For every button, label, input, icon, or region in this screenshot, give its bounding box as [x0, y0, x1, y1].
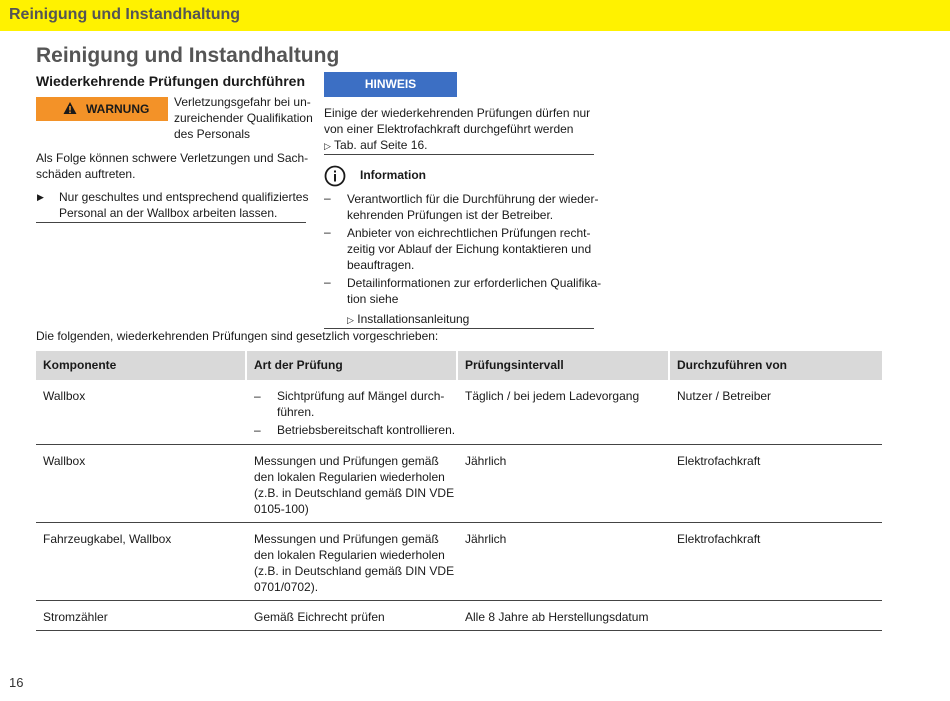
pruefung-line: 0701/0702).: [254, 580, 319, 594]
information-item-line: Verantwortlich für die Durchführung der wieder-: [347, 192, 599, 206]
pruefung-item: [254, 388, 455, 420]
notice-label-box: [324, 72, 457, 97]
header-bar-title: Reinigung und Instandhaltung: [9, 6, 241, 23]
info-circle-icon: [324, 165, 346, 187]
consequence-line: Als Folge können schwere Verletzungen und Sach-: [36, 151, 309, 165]
dash-mark: –: [324, 191, 331, 205]
warning-description: [174, 94, 313, 142]
warning-description-line: Verletzungsgefahr bei un-: [174, 95, 311, 109]
table-row: [36, 601, 882, 631]
notice-line: Einige der wiederkehrenden Prüfungen dürfen nur: [324, 106, 591, 120]
pruefung-line: Betriebsbereitschaft kontrollieren.: [277, 423, 456, 437]
column-header: Prüfungsintervall: [458, 351, 670, 380]
pruefung-line: Messungen und Prüfungen gemäß: [254, 454, 439, 468]
information-reference-text: Installationsanleitung: [357, 312, 470, 326]
table-row: [36, 523, 882, 601]
cell-pruefung: [247, 388, 455, 438]
reference-arrow-icon: ▷: [324, 141, 331, 151]
notice-label: HINWEIS: [364, 77, 417, 91]
cell-komponente: Stromzähler: [43, 610, 108, 624]
pruefung-line: führen.: [277, 405, 315, 419]
pruefung-line: (z.B. in Deutschland gemäß DIN VDE: [254, 486, 455, 500]
pruefung-item: [254, 422, 455, 438]
dash-mark: –: [254, 423, 261, 437]
divider: [36, 222, 306, 223]
table-row: [36, 380, 882, 445]
reference-arrow-icon: ▷: [347, 315, 354, 325]
inspection-table: [36, 351, 882, 631]
cell-komponente: Wallbox: [43, 389, 86, 403]
pruefung-line: den lokalen Regularien wiederholen: [254, 470, 445, 484]
information-item: [347, 191, 598, 223]
warning-description-line: des Personals: [174, 127, 251, 141]
cell-durchfuehrung: Elektrofachkraft: [677, 454, 761, 468]
section-subtitle: Wiederkehrende Prüfungen durchführen: [36, 73, 306, 89]
consequence-line: schäden auftreten.: [36, 167, 136, 181]
cell-komponente: Wallbox: [43, 454, 86, 468]
warning-consequence: [36, 150, 308, 182]
action-line: Nur geschultes und entsprechend qualifiziertes: [59, 190, 309, 204]
notice-text: [324, 105, 590, 154]
warning-label-box: [36, 97, 168, 121]
information-item-line: beauftragen.: [347, 258, 415, 272]
cell-durchfuehrung: Nutzer / Betreiber: [677, 389, 772, 403]
warning-triangle-icon: [63, 101, 77, 115]
page-number: 16: [9, 675, 24, 690]
dash-mark: –: [324, 275, 331, 289]
cell-intervall: Jährlich: [465, 532, 507, 546]
information-item-line: Anbieter von eichrechtlichen Prüfungen recht-: [347, 226, 591, 240]
cell-intervall: Alle 8 Jahre ab Herstellungsdatum: [465, 610, 649, 624]
pruefung-line: 0105-100): [254, 502, 309, 516]
cell-pruefung: [247, 453, 454, 517]
information-reference-link[interactable]: [347, 311, 601, 328]
information-item-line: Detailinformationen zur erforderlichen Qualifika-: [347, 276, 602, 290]
pruefung-line: den lokalen Regularien wiederholen: [254, 548, 445, 562]
cell-pruefung: [247, 609, 385, 625]
column-header: Art der Prüfung: [247, 351, 458, 380]
warning-action: [59, 189, 308, 221]
information-item-line: tion siehe: [347, 292, 399, 306]
header-bar: [0, 0, 950, 31]
pruefung-line: Gemäß Eichrecht prüfen: [254, 610, 385, 624]
cell-intervall: Täglich / bei jedem Ladevorgang: [465, 389, 640, 403]
information-item: [347, 275, 601, 328]
information-title: Information: [360, 168, 426, 182]
table-header-row: [36, 351, 882, 380]
cell-pruefung: [247, 531, 454, 595]
pruefung-line: Messungen und Prüfungen gemäß: [254, 532, 439, 546]
notice-reference-text: Tab. auf Seite 16.: [334, 138, 428, 152]
notice-reference-link[interactable]: [324, 137, 590, 154]
information-item-line: zeitig vor Ablauf der Eichung kontaktieren und: [347, 242, 592, 256]
column-header: Durchzuführen von: [677, 358, 787, 372]
table-intro: Die folgenden, wiederkehrenden Prüfungen sind gesetzlich vorgeschrieben:: [36, 329, 439, 343]
cell-komponente: Fahrzeugkabel, Wallbox: [43, 532, 172, 546]
warning-description-line: zureichender Qualifikation: [174, 111, 313, 125]
dash-mark: –: [324, 225, 331, 239]
dash-mark: –: [254, 389, 261, 403]
pruefung-line: (z.B. in Deutschland gemäß DIN VDE: [254, 564, 455, 578]
divider: [324, 154, 594, 155]
warning-label: WARNUNG: [86, 102, 150, 116]
action-bullet-icon: ▶: [37, 192, 44, 202]
cell-intervall: Jährlich: [465, 454, 507, 468]
action-line: Personal an der Wallbox arbeiten lassen.: [59, 206, 278, 220]
information-item: [347, 225, 591, 273]
pruefung-line: Sichtprüfung auf Mängel durch-: [277, 389, 445, 403]
page-title: Reinigung und Instandhaltung: [36, 44, 340, 67]
table-row: [36, 445, 882, 523]
notice-line: von einer Elektrofachkraft durchgeführt werden: [324, 122, 574, 136]
cell-durchfuehrung: Elektrofachkraft: [677, 532, 761, 546]
column-header: Komponente: [36, 351, 247, 380]
information-item-line: kehrenden Prüfungen ist der Betreiber.: [347, 208, 554, 222]
